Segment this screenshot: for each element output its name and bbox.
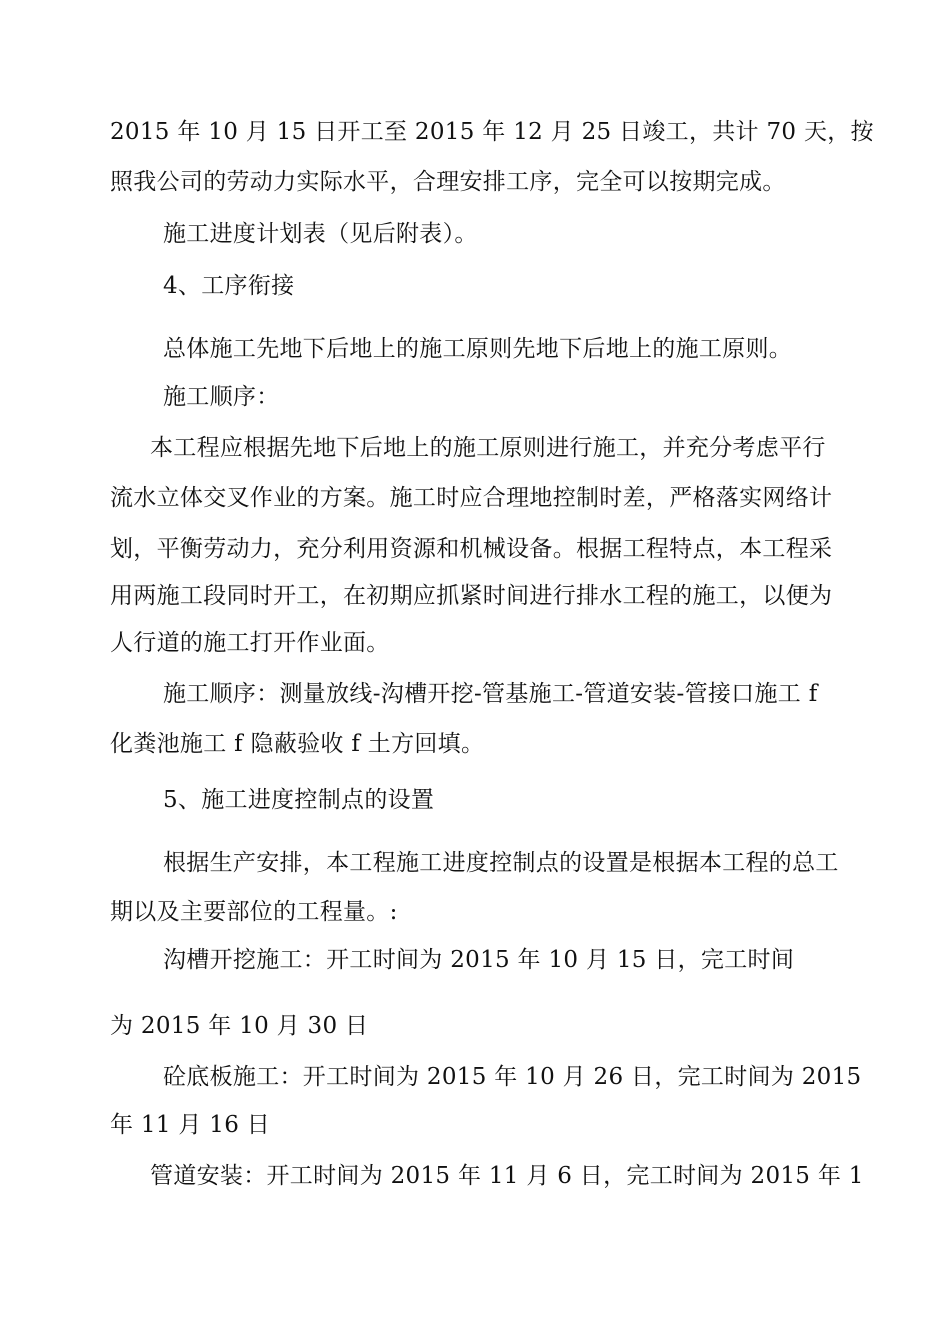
paragraph-line: 为 2015 年 10 月 30 日: [110, 1013, 369, 1039]
paragraph-line: 人行道的施工打开作业面。: [110, 630, 390, 656]
paragraph-line: 管道安装：开工时间为 2015 年 11 月 6 日，完工时间为 2015 年 1: [150, 1163, 864, 1189]
paragraph-line: 用两施工段同时开工，在初期应抓紧时间进行排水工程的施工，以便为: [110, 583, 833, 609]
paragraph-line: 2015 年 10 月 15 日开工至 2015 年 12 月 25 日竣工，共计 70 天，按: [110, 119, 874, 145]
paragraph-line: 施工顺序：测量放线-沟槽开挖-管基施工-管道安装-管接口施工 f: [163, 681, 818, 707]
paragraph-line: 本工程应根据先地下后地上的施工原则进行施工，并充分考虑平行: [150, 435, 826, 461]
section-heading: 4、工序衔接: [163, 273, 295, 299]
paragraph-line: 沟槽开挖施工：开工时间为 2015 年 10 月 15 日，完工时间: [163, 947, 795, 973]
paragraph-line: 砼底板施工：开工时间为 2015 年 10 月 26 日，完工时间为 2015: [163, 1064, 862, 1090]
paragraph-line: 施工进度计划表（见后附表）。: [163, 221, 478, 247]
paragraph-line: 总体施工先地下后地上的施工原则先地下后地上的施工原则。: [163, 336, 793, 362]
paragraph-line: 施工顺序：: [163, 384, 280, 410]
paragraph-line: 照我公司的劳动力实际水平，合理安排工序，完全可以按期完成。: [110, 169, 786, 195]
section-heading: 5、施工进度控制点的设置: [163, 787, 435, 813]
paragraph-line: 化粪池施工 f 隐蔽验收 f 土方回填。: [110, 731, 485, 757]
paragraph-line: 流水立体交叉作业的方案。施工时应合理地控制时差，严格落实网络计: [110, 485, 833, 511]
paragraph-line: 期以及主要部位的工程量。:: [110, 899, 398, 925]
paragraph-line: 根据生产安排，本工程施工进度控制点的设置是根据本工程的总工: [163, 850, 839, 876]
paragraph-line: 年 11 月 16 日: [110, 1112, 271, 1138]
paragraph-line: 划，平衡劳动力，充分利用资源和机械设备。根据工程特点，本工程采: [110, 536, 833, 562]
